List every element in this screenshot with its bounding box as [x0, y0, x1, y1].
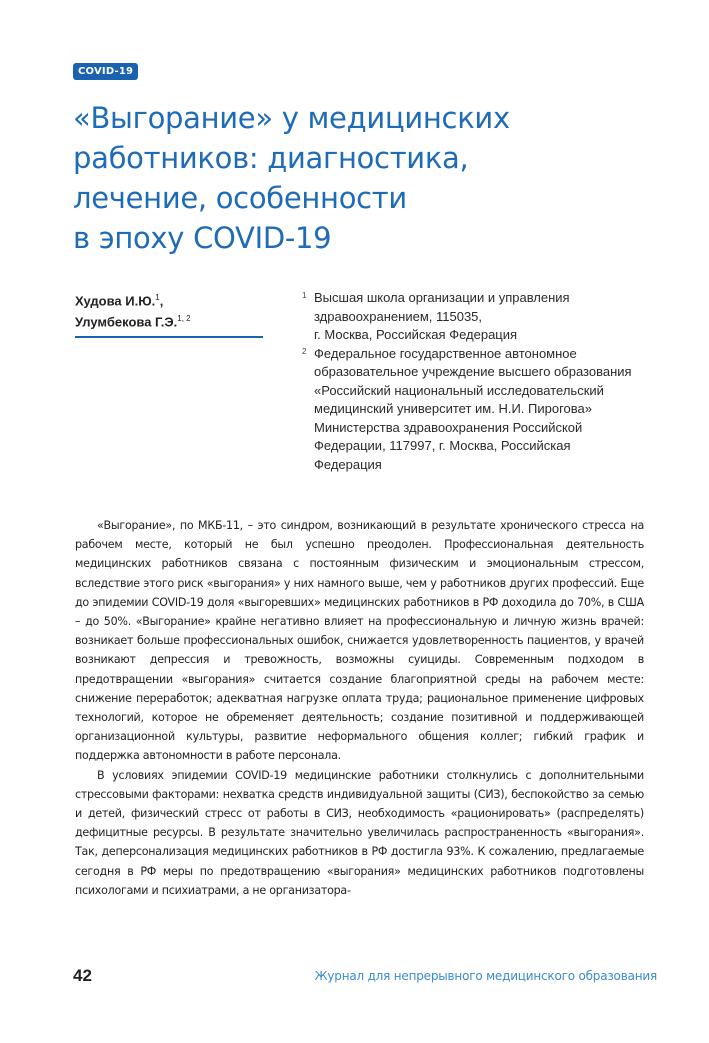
affiliation-line: г. Москва, Российская Федерация: [314, 327, 518, 342]
author-affiliation-ref: 1: [155, 293, 160, 302]
article-title: [73, 98, 633, 258]
affiliation-line: Федеральное государственное автономное: [314, 345, 577, 361]
affiliation-line: медицинский университет им. Н.И. Пирогова»: [314, 401, 592, 416]
affiliation-line: Министерства здравоохранения Российской: [314, 419, 583, 435]
author: [75, 289, 263, 310]
title-line: работников: диагностика,: [73, 141, 469, 175]
article-body: [75, 516, 644, 900]
affiliation-line: Высшая школа организации и управления: [314, 290, 570, 305]
paragraph: В условиях эпидемии COVID-19 медицинские работники столкнулись с дополнительными стрессовыми факторами: нехватка средств индивидуальной защиты (СИЗ), беспокойство за семью и детей, физический стресс от работы в СИЗ, необходимость «рационировать» (распределять) дефицитные ресурсы. В результате значительно увеличилась распространенность «выгорания». Так, деперсонализация медицинских работников в РФ достигла 93%. К сожалению, предлагаемые сегодня в РФ меры по предотвращению «выгорания» медицинских работников подготовлены психологами и психиатрами, а не организатора-: [75, 768, 644, 897]
affiliation-line: «Российский национальный исследовательский: [314, 382, 604, 398]
title-line: «Выгорание» у медицинских: [73, 101, 510, 135]
paragraph: «Выгорание», по МКБ-11, – это синдром, возникающий в результате хронического стресса на рабочем месте, который не был успешно преодолен. Профессиональная деятельность медицинских работников связана с постоянным физическим и эмоциональным стрессом, вследствие этого риск «выгорания» у них намного выше, чем у работников других профессий. Еще до эпидемии COVID-19 доля «выгоревших» медицинских работников в РФ доходила до 70%, в США – до 50%. «Выгорание» крайне негативно влияет на профессиональную и личную жизнь врачей: возникает больше профессиональных ошибок, снижается удовлетворенность пациентов, у врачей возникают депрессия и тревожность, возможны суициды. Современным подходом в предотвращении «выгорания» считается создание благоприятной среды на рабочем месте: снижение переработок; адекватная нагрузке оплата труда; рациональное применение цифровых технологий, которое не обременяет деятельность; создание позитивной и поддерживающей организационной культуры, развитие неформального общения коллег; гибкий график и поддержка автономности в работе персонала.: [75, 519, 644, 763]
affiliations-block: [302, 289, 662, 474]
affiliation-line: Федерации, 117997, г. Москва, Российская: [314, 438, 571, 453]
author: [75, 310, 263, 331]
affiliation-line: здравоохранением, 115035,: [314, 308, 483, 324]
title-line: в эпоху COVID-19: [73, 221, 332, 255]
author-name: Худова И.Ю.: [75, 293, 156, 309]
authors-block: [75, 289, 263, 338]
journal-name: Журнал для непрерывного медицинского образования: [314, 969, 657, 983]
affiliation-line: Федерация: [314, 456, 382, 472]
affiliation-number: 2: [302, 346, 307, 356]
author-affiliation-ref: 1, 2: [177, 314, 191, 324]
section-badge: COVID-19: [73, 63, 138, 80]
page-number: 42: [73, 966, 92, 985]
author-name: Улумбекова Г.Э.: [75, 314, 178, 330]
affiliation-line: образовательное учреждение высшего образования: [314, 364, 632, 379]
author-separator: ,: [159, 293, 164, 309]
affiliation: [302, 289, 662, 345]
affiliation-number: 1: [302, 291, 307, 300]
affiliation: [302, 345, 662, 475]
title-line: лечение, особенности: [73, 181, 407, 215]
